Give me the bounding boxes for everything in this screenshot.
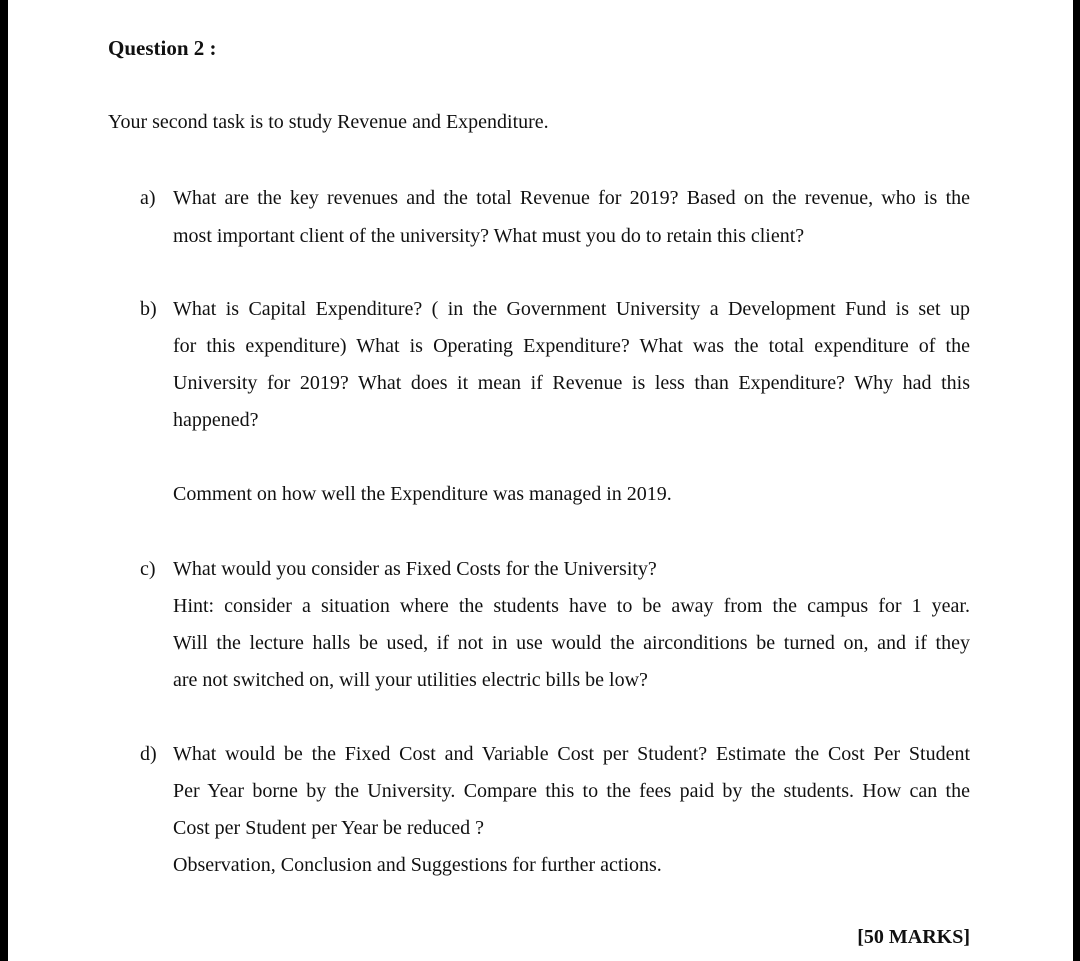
left-dark-border <box>0 0 8 961</box>
part-b-line-3: University for 2019? What does it mean if Revenue is less than Expenditure? Why had this <box>173 372 970 394</box>
part-c-line-4: are not switched on, will your utilities electric bills be low? <box>173 669 648 691</box>
part-d-line-2: Per Year borne by the University. Compare this to the fees paid by the students. How can the <box>173 780 970 802</box>
question-title: Question 2 : <box>108 36 217 60</box>
right-dark-border <box>1073 0 1080 961</box>
part-b-line-2: for this expenditure) What is Operating Expenditure? What was the total expenditure of the <box>173 335 970 357</box>
part-c-line-1: What would you consider as Fixed Costs for the University? <box>173 558 657 580</box>
part-b-label: b) <box>140 298 157 320</box>
part-a-label: a) <box>140 187 156 209</box>
part-c-label: c) <box>140 558 156 580</box>
part-a-line-1: What are the key revenues and the total Revenue for 2019? Based on the revenue, who is the <box>173 187 970 209</box>
part-b-line-1: What is Capital Expenditure? ( in the Government University a Development Fund is set up <box>173 298 970 320</box>
total-marks: [50 MARKS] <box>857 926 970 948</box>
part-d-label: d) <box>140 743 157 765</box>
part-d-line-1: What would be the Fixed Cost and Variable Cost per Student? Estimate the Cost Per Student <box>173 743 970 765</box>
part-d-line-3: Cost per Student per Year be reduced ? <box>173 817 485 839</box>
question-intro: Your second task is to study Revenue and Expenditure. <box>108 111 549 133</box>
part-d-line-4: Observation, Conclusion and Suggestions for further actions. <box>173 854 662 876</box>
part-a-line-2: most important client of the university? What must you do to retain this client? <box>173 225 805 247</box>
part-b-line-4: happened? <box>173 409 259 431</box>
part-c-line-2: Hint: consider a situation where the students have to be away from the campus for 1 year. <box>173 595 970 617</box>
part-b-comment: Comment on how well the Expenditure was managed in 2019. <box>173 483 672 505</box>
part-c-line-3: Will the lecture halls be used, if not in use would the airconditions be turned on, and if they <box>173 632 970 654</box>
document-page <box>8 0 1073 961</box>
